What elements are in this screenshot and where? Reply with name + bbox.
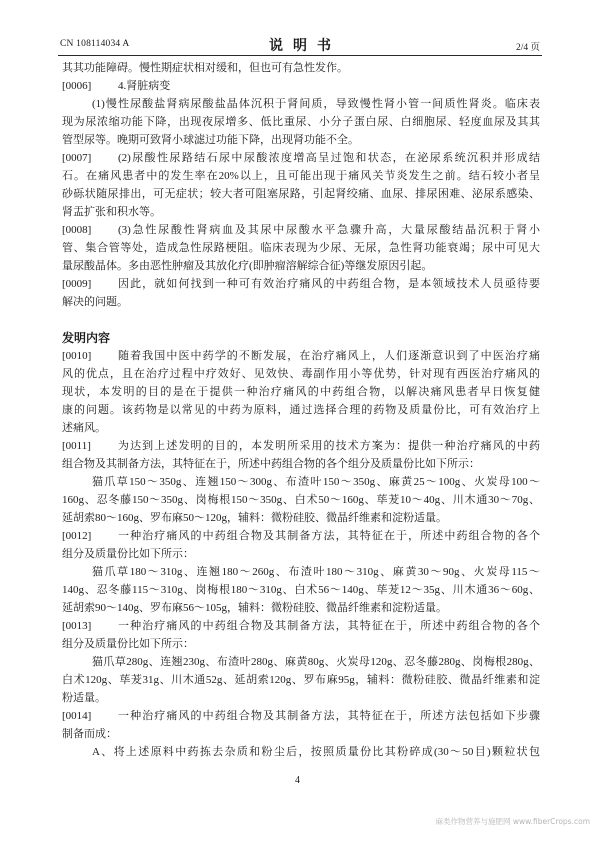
paragraph-number: [0013] <box>62 620 92 632</box>
paragraph-first-line <box>62 77 540 95</box>
text-line: 现状，本发明的目的是在于提供一种治疗痛风的中药组合物，以解决痛风患者早日恢复健 <box>62 386 540 398</box>
text-line: 随着我国中医中药学的不断发展，在治疗痛风上，人们逐渐意识到了中医治疗痛 <box>118 350 540 362</box>
paragraph-first-line <box>62 437 540 455</box>
text-line: 一种治疗痛风的中药组合物及其制备方法，其特征在于，所述中药组合物的各个 <box>118 530 540 542</box>
paragraph-0011 <box>62 437 540 473</box>
paragraph-first-line <box>62 707 540 725</box>
paragraph-first-line <box>62 347 540 365</box>
text-line: 制备而成： <box>62 728 117 740</box>
text-line: 肾盂扩张和积水等。 <box>62 206 161 218</box>
paragraph-first-line <box>62 149 540 167</box>
text-line: 组合物及其制备方法，其特征在于，所述中药组合物的各个组分及质量份比如下所示： <box>62 458 480 470</box>
watermark: 麻类作物营养与施肥网 www.fiberCrops.com <box>435 817 590 826</box>
paragraph-number: [0009] <box>62 278 92 290</box>
text-line: 砂砾状随尿排出，可无症状；较大者可阻塞尿路，引起肾绞痛、血尿、排尿困难、泌尿系感染、 <box>62 188 540 200</box>
text-line: 风的优点，且在治疗过程中疗效好、见效快、毒副作用小等优势，针对现有西医治疗痛风的 <box>62 368 540 380</box>
paragraph-number: [0012] <box>62 530 92 542</box>
paragraph-0010 <box>62 347 540 437</box>
text-line: 组分及质量份比如下所示： <box>62 638 194 650</box>
text-line: 现为尿浓缩功能下降，出现夜尿增多、低比重尿、小分子蛋白尿、白细胞尿、轻度血尿及其其 <box>62 116 540 128</box>
text-line: 康的问题。该药物是以常见的中药为原料，通过选择合理的药物及质量份比，可有效治疗上 <box>62 404 540 416</box>
formula-ingredients-fixed <box>62 653 540 707</box>
document-title: 说明书 <box>269 39 341 54</box>
text-line: 为达到上述发明的目的，本发明所采用的技术方案为：提供一种治疗痛风的中药 <box>118 440 540 452</box>
paragraph-number: [0007] <box>62 152 92 164</box>
text-line: (2)尿酸性尿路结石尿中尿酸浓度增高呈过饱和状态，在泌尿系统沉积并形成结 <box>118 152 540 164</box>
header-rule <box>58 55 542 56</box>
text-line: 量尿酸晶体。多由恶性肿瘤及其放化疗(即肿瘤溶解综合征)等继发原因引起。 <box>62 260 433 272</box>
paragraph-first-line <box>62 617 540 635</box>
publication-number: CN 108114034 A <box>60 39 130 49</box>
text-line: 石。在痛风患者中的发生率在20%以上，且可能出现于痛风关节炎发生之前。结石较小者呈 <box>62 170 540 182</box>
paragraph-number: [0006] <box>62 80 92 92</box>
description-body <box>62 59 540 761</box>
paragraph-0007 <box>62 149 540 221</box>
page-indicator: 2/4 页 <box>515 43 540 53</box>
text-line: 一种治疗痛风的中药组合物及其制备方法，其特征在于，所述中药组合物的各个 <box>118 620 540 632</box>
text-line: 猫爪草280g、连翘230g、布渣叶280g、麻黄80g、火炭母120g、忍冬藤280g、岗梅根280g、 <box>92 656 540 668</box>
paragraph-first-line <box>62 221 540 239</box>
text-line: 其其功能障碍。慢性期症状相对缓和，但也可有急性发作。 <box>62 62 348 74</box>
paragraph-0012 <box>62 527 540 563</box>
paragraph-0013 <box>62 617 540 653</box>
text-line: 延胡索90～140g、罗布麻56～105g，辅料：微粉硅胶、微晶纤维素和淀粉适量。 <box>62 602 447 614</box>
text-line: 猫爪草150～350g、连翘150～300g、布渣叶150～350g、麻黄25～100g、火炭母100～ <box>92 476 540 488</box>
text-line: 组分及质量份比如下所示： <box>62 548 194 560</box>
text-line: 140g、忍冬藤115～310g、岗梅根180～310g、白术56～140g、荜茇12～35g、川木通36～60g、 <box>62 584 540 596</box>
text-line: 述痛风。 <box>62 422 106 434</box>
text-line: 白术120g、荜茇31g、川木通52g、延胡索120g、罗布麻95g，辅料：微粉硅胶、微晶纤维素和淀 <box>62 674 540 686</box>
section-heading: 发明内容 <box>62 331 111 345</box>
text-line: 管、集合管等处，造成急性尿路梗阻。临床表现为少尿、无尿，急性肾功能衰竭；尿中可见大 <box>62 242 540 254</box>
text-line: 延胡索80～160g、罗布麻50～120g，辅料：微粉硅胶、微晶纤维素和淀粉适量。 <box>62 512 447 524</box>
paragraph-0014 <box>62 707 540 743</box>
paragraph-0009 <box>62 275 540 311</box>
paragraph-number: [0011] <box>62 440 91 452</box>
text-line: 管型尿等。晚期可致肾小球滤过功能下降，出现肾功能不全。 <box>62 134 359 146</box>
text-line: 猫爪草180～310g、连翘180～260g、布渣叶180～310g、麻黄30～90g、火炭母115～ <box>92 566 540 578</box>
text-line: 粉适量。 <box>62 692 106 704</box>
text-line: 160g、忍冬藤150～350g、岗梅根150～350g、白术50～160g、荜茇10～40g、川木通30～70g、 <box>62 494 540 506</box>
text-line: (1)慢性尿酸盐肾病尿酸盐晶体沉积于肾间质，导致慢性肾小管一间质性肾炎。临床表 <box>92 98 540 110</box>
paragraph-number: [0008] <box>62 224 92 236</box>
paragraph-0008 <box>62 221 540 275</box>
formula-ingredients-range-2 <box>62 563 540 617</box>
paragraph-first-line <box>62 275 540 293</box>
page-number: 4 <box>295 775 300 786</box>
preparation-step-a <box>62 743 540 761</box>
paragraph-0006 <box>62 77 540 95</box>
paragraph-continued <box>62 59 540 77</box>
paragraph-number: [0010] <box>62 350 92 362</box>
paragraph-number: [0014] <box>62 710 92 722</box>
document-header <box>60 35 540 53</box>
paragraph-chronic-urate-nephropathy <box>62 95 540 149</box>
text-line: 一种治疗痛风的中药组合物及其制备方法，其特征在于，所述方法包括如下步骤 <box>118 710 540 722</box>
blank-line <box>62 311 540 329</box>
text-line: A、将上述原料中药拣去杂质和粉尘后，按照质量份比其粉碎成(30～50目)颗粒状包 <box>92 746 540 758</box>
text-line: 解决的问题。 <box>62 296 128 308</box>
formula-ingredients-range-1 <box>62 473 540 527</box>
paragraph-first-line <box>62 527 540 545</box>
text-line: (3)急性尿酸性肾病血及其尿中尿酸水平急骤升高，大量尿酸结晶沉积于肾小 <box>118 224 540 236</box>
text-line: 4.肾脏病变 <box>118 80 171 92</box>
text-line: 因此，就如何找到一种可有效治疗痛风的中药组合物，是本领域技术人员亟待要 <box>118 278 540 290</box>
